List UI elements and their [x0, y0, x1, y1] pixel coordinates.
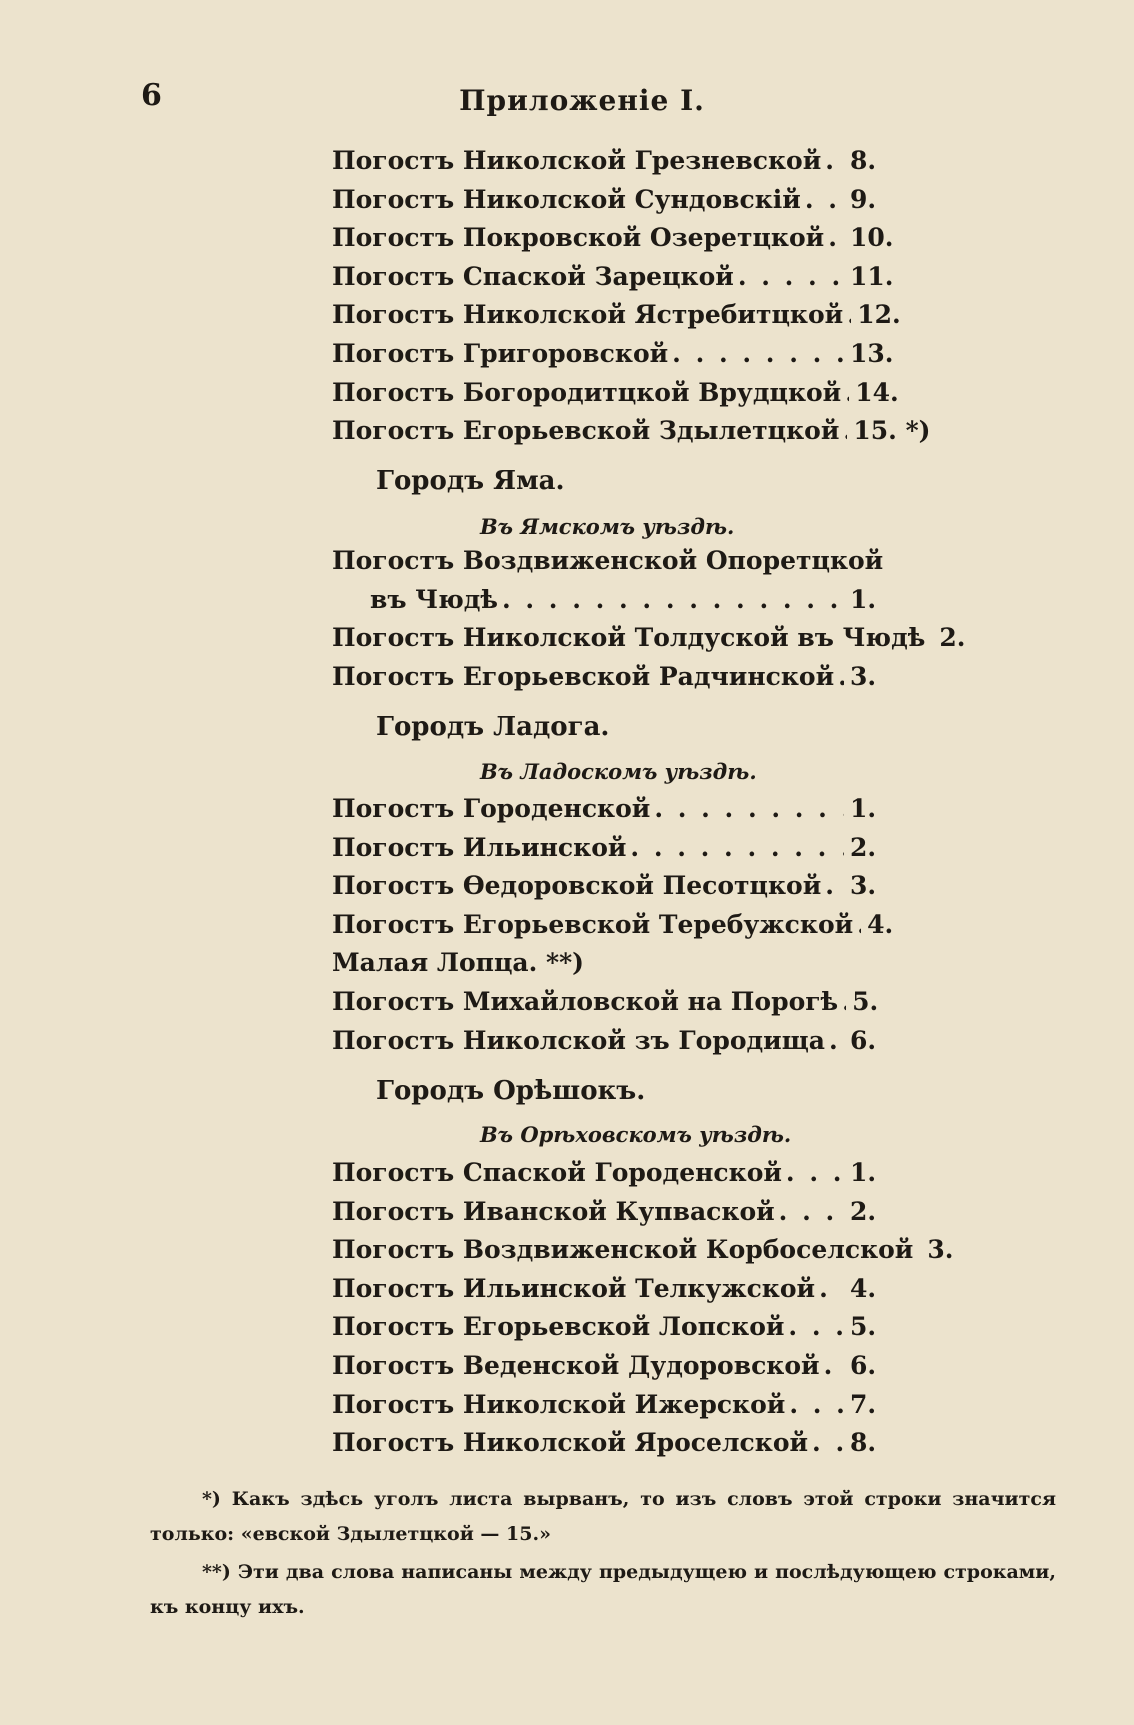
entry-number: 2. — [850, 832, 877, 862]
dot-leader — [843, 300, 851, 329]
entry-name: Погостъ Николской Яроселской — [332, 1428, 809, 1458]
entry-number: 11. — [850, 261, 894, 291]
entry-name: Погостъ Николской Ястребитцкой — [332, 300, 844, 330]
dot-leader — [825, 1026, 844, 1055]
list-item — [332, 794, 908, 833]
city-heading-oreshok: Городъ Орѣшокъ. — [376, 1076, 646, 1106]
list-item — [332, 1158, 908, 1197]
list-item — [332, 1428, 908, 1467]
dot-leader — [821, 871, 844, 900]
dot-leader — [668, 339, 844, 368]
entry-number: 2. — [939, 623, 966, 653]
list-item — [332, 1274, 908, 1313]
city-heading-yama: Городъ Яма. — [376, 466, 565, 496]
district-heading-yama: Въ Ямскомъ уѣздѣ. — [480, 514, 735, 539]
section-oreshok — [332, 1158, 954, 1467]
footnote: **) Эти два слова написаны между предыдущею и послѣдующею строками, къ концу ихъ. — [150, 1561, 1056, 1618]
list-item — [332, 1390, 908, 1429]
footnote: *) Какъ здѣсь уголъ листа вырванъ, то изъ словъ этой строки значится только: «евской Здылетцкой — 15.» — [150, 1488, 1056, 1545]
list-item — [332, 146, 908, 185]
entry-number: 4. — [867, 909, 894, 939]
list-item — [332, 585, 908, 624]
entry-name: Погостъ Воздвиженской Опоретцкой — [332, 546, 884, 575]
list-item — [332, 262, 908, 301]
entry-number: 12. — [857, 300, 901, 330]
entry-name: Погостъ Григоровской — [332, 338, 669, 368]
list-item — [332, 1235, 954, 1274]
section-yama — [332, 546, 966, 700]
entry-name: Погостъ Богородитцкой Врудцкой — [332, 377, 842, 407]
page-number: 6 — [141, 78, 162, 113]
entry-name: Погостъ Спаской Зарецкой — [332, 261, 734, 291]
entry-name: Погостъ Городенской — [332, 794, 651, 823]
entry-name: Погостъ Ѳедоровской Песотцкой — [332, 871, 822, 901]
list-item — [332, 300, 908, 339]
entry-name: Малая Лопца. **) — [332, 948, 585, 978]
entry-number: 5. — [850, 1312, 877, 1342]
city-heading-ladoga: Городъ Ладога. — [376, 712, 610, 742]
list-item — [332, 1312, 908, 1351]
dot-leader — [498, 585, 844, 614]
dot-leader — [734, 262, 844, 291]
entry-number: 1. — [850, 794, 877, 823]
entry-name: Погостъ Николской Ижерской — [332, 1389, 786, 1419]
entry-name: Погостъ Иванской Купваской — [332, 1196, 775, 1226]
dot-leader — [785, 1390, 844, 1419]
entry-name: Погостъ Николской зъ Городища — [332, 1025, 825, 1055]
entry-number: 1. — [850, 1158, 877, 1187]
entry-name: Погостъ Спаской Городенской — [332, 1158, 782, 1187]
entry-name: Погостъ Егорьевской Здылетцкой — [332, 416, 840, 446]
section-ladoga — [332, 794, 908, 1064]
list-item — [332, 662, 908, 701]
list-item — [332, 1197, 908, 1236]
dot-leader — [841, 378, 849, 407]
entry-number: 7. — [850, 1389, 877, 1419]
entry-number: 10. — [850, 223, 894, 253]
section-continued-list — [332, 146, 931, 455]
district-heading-ladoga: Въ Ладоскомъ уѣздѣ. — [480, 759, 757, 784]
entry-number: 8. — [850, 1428, 877, 1458]
entry-number: 4. — [850, 1273, 877, 1303]
entry-name: Погостъ Воздвиженской Корбоселской — [332, 1235, 914, 1265]
entry-name: Погостъ Ильинской — [332, 832, 627, 862]
entry-name: Погостъ Егорьевской Лопской — [332, 1312, 785, 1342]
list-item — [332, 339, 908, 378]
dot-leader — [626, 833, 844, 862]
list-item — [332, 987, 908, 1026]
entry-name: Погостъ Покровской Озеретцкой — [332, 223, 825, 253]
list-item — [332, 223, 908, 262]
dot-leader — [801, 185, 844, 214]
list-item — [332, 833, 908, 872]
list-item — [332, 871, 908, 910]
list-item — [332, 416, 931, 455]
entry-number: 6. — [850, 1350, 877, 1380]
list-item — [332, 378, 908, 417]
entry-name: въ Чюдѣ — [370, 584, 498, 614]
entry-name: Погостъ Михайловской на Порогѣ — [332, 986, 839, 1016]
district-heading-oreshok: Въ Орѣховскомъ уѣздѣ. — [480, 1122, 792, 1147]
list-item — [332, 948, 908, 987]
entry-number: 6. — [850, 1025, 877, 1055]
entry-name: Погостъ Николской Грезневской — [332, 146, 822, 175]
entry-name: Погостъ Веденской Дудоровской — [332, 1350, 820, 1380]
dot-leader — [834, 662, 844, 691]
dot-leader — [821, 146, 844, 175]
entry-name: Погостъ Егорьевской Теребужской — [332, 909, 854, 939]
dot-leader — [839, 416, 847, 445]
entry-number: 8. — [850, 146, 877, 175]
dot-leader — [853, 910, 861, 939]
dot-leader — [808, 1428, 844, 1457]
entry-name: Погостъ Егорьевской Радчинской — [332, 661, 835, 691]
list-item — [332, 623, 966, 662]
dot-leader — [775, 1197, 844, 1226]
dot-leader — [820, 1351, 844, 1380]
dot-leader — [650, 794, 844, 823]
entry-name: Погостъ Николской Толдуской въ Чюдѣ — [332, 623, 926, 653]
entry-number: 3. — [927, 1235, 954, 1265]
dot-leader — [815, 1274, 844, 1303]
list-item — [332, 1351, 908, 1390]
entry-number: 14. — [855, 377, 899, 407]
footnotes — [150, 1482, 1056, 1628]
dot-leader — [784, 1312, 844, 1341]
running-head: Приложеніе I. — [459, 84, 705, 117]
entry-number: 15. *) — [853, 416, 931, 446]
entry-number: 1. — [850, 584, 877, 614]
dot-leader — [838, 987, 846, 1016]
dot-leader — [782, 1158, 844, 1187]
list-item — [332, 185, 908, 224]
entry-number: 13. — [850, 338, 894, 368]
entry-number: 9. — [850, 184, 877, 214]
list-item — [332, 1026, 908, 1065]
list-item — [332, 910, 908, 949]
entry-name: Погостъ Николской Сундовскій — [332, 184, 801, 214]
entry-number: 2. — [850, 1196, 877, 1226]
list-item — [332, 546, 908, 585]
entry-number: 3. — [850, 661, 877, 691]
entry-number: 3. — [850, 871, 877, 901]
dot-leader — [824, 223, 844, 252]
entry-name: Погостъ Ильинской Телкужской — [332, 1273, 816, 1303]
entry-number: 5. — [852, 986, 879, 1016]
